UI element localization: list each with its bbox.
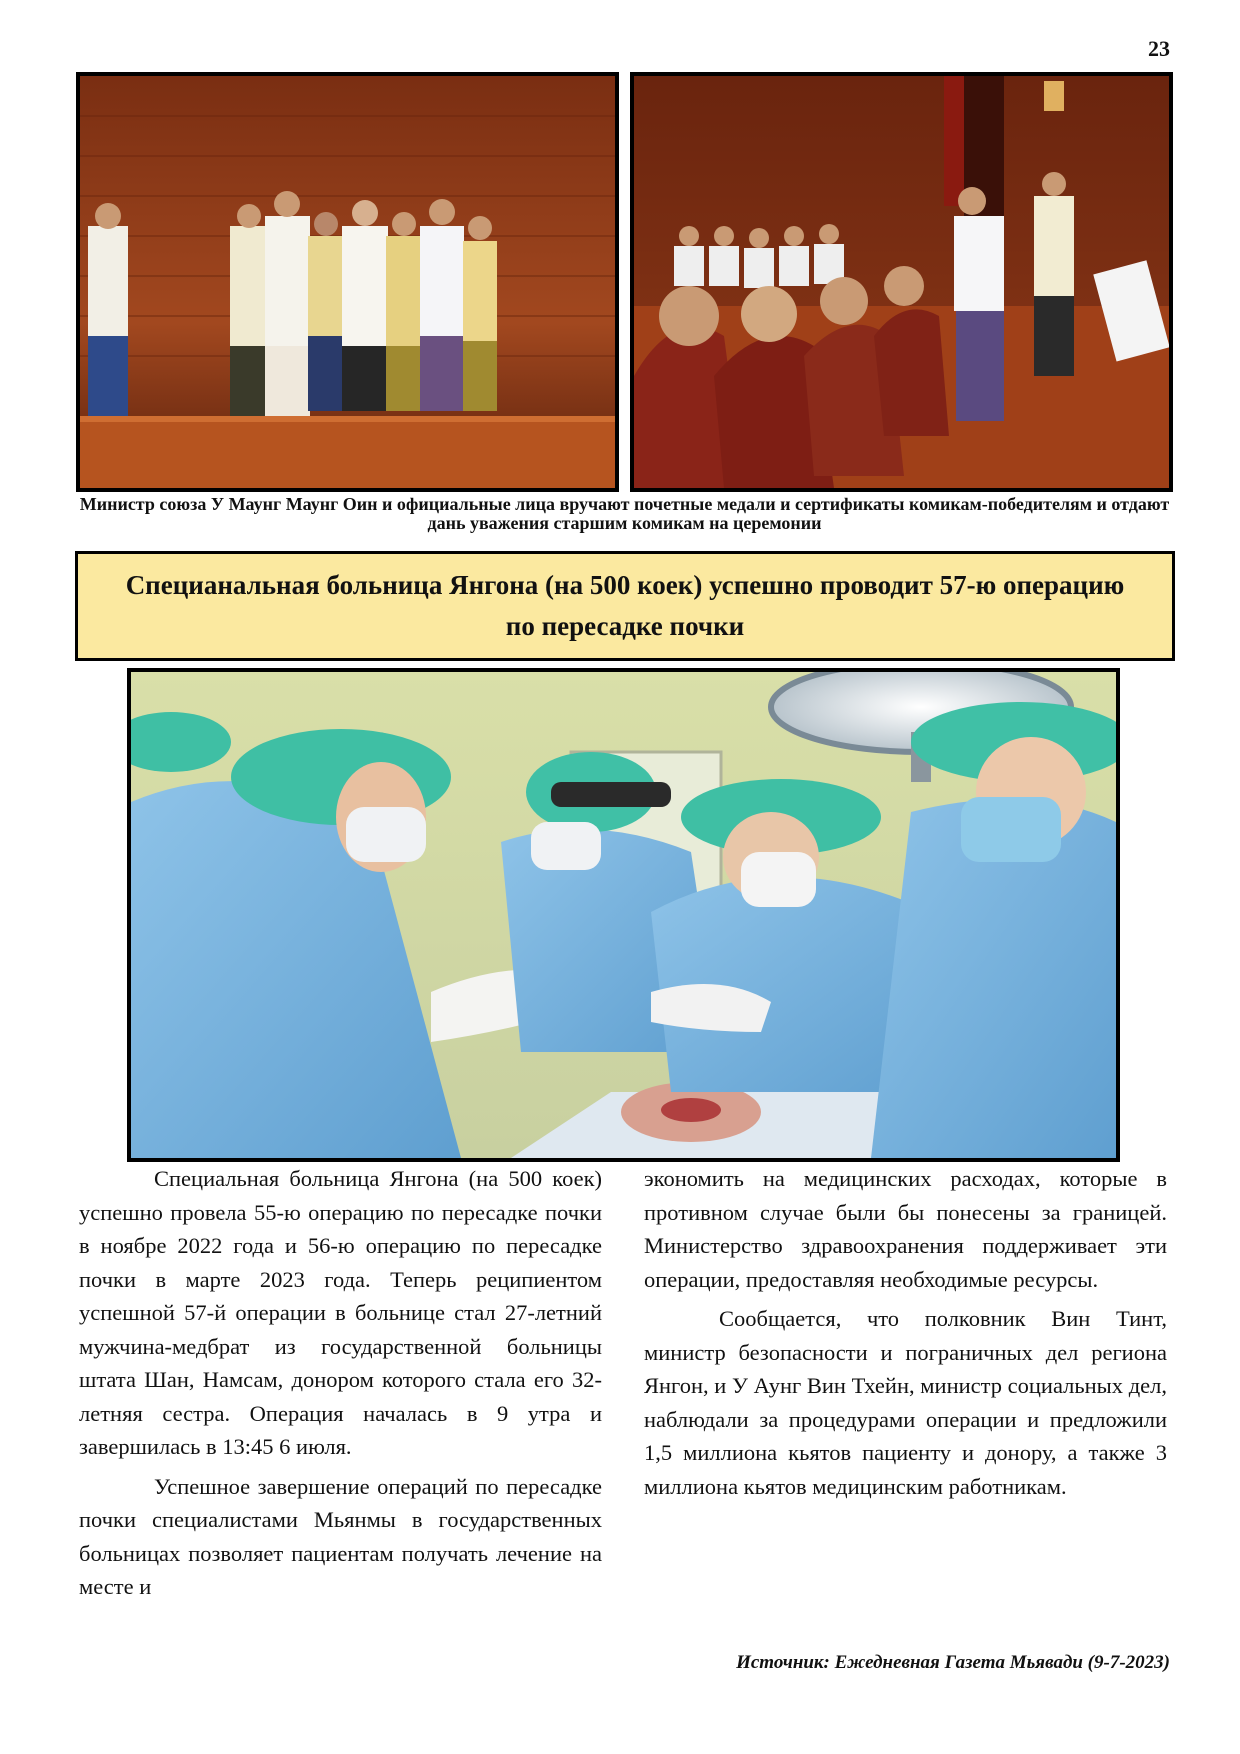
ceremony-photo-monks bbox=[630, 72, 1173, 492]
page-number: 23 bbox=[1148, 36, 1170, 61]
photo-caption: Министр союза У Маунг Маунг Оин и официальные лица вручают почетные медали и сертификаты комикам-победителям и отдают дань уважения старшим комикам на церемонии bbox=[79, 494, 1170, 533]
article-headline: Специанальная больница Янгона (на 500 коек) успешно проводит 57-ю операцию по пересадке почки bbox=[75, 551, 1175, 661]
article-column-right bbox=[644, 1162, 1167, 1503]
paragraph: Успешное завершение операций по пересадке почки специалистами Мьянмы в государственных больницах позволяет пациентам получать лечение на месте и bbox=[79, 1473, 602, 1599]
surgery-photo bbox=[127, 668, 1120, 1162]
ceremony-photo-stage bbox=[76, 72, 619, 492]
paragraph: Специальная больница Янгона (на 500 коек) успешно провела 55-ю операцию по пересадке почки в ноябре 2022 года и 56-ю операцию по пересадке почки в марте 2023 года. Теперь реципиентом успешной 57-й операции в больнице стал 27-летний мужчина-медбрат из государственной больницы штата Шан, Намсам, донором которого стала его 32-летняя сестра. Операция началась в 9 утра и завершилась в 13:45 6 июля. bbox=[79, 1166, 602, 1459]
article-source: Источник: Ежедневная Газета Мьявади (9-7-2023) bbox=[736, 1652, 1170, 1673]
paragraph: экономить на медицинских расходах, которые в противном случае были бы понесены за границей. Министерство здравоохранения поддерживает эти операции, предоставляя необходимые ресурсы. bbox=[644, 1166, 1167, 1292]
article-column-left bbox=[79, 1162, 602, 1604]
paragraph: Сообщается, что полковник Вин Тинт, министр безопасности и пограничных дел региона Янгон, и У Аунг Вин Тхейн, министр социальных дел, наблюдали за процедурами операции и предложили 1,5 миллиона кьятов пациенту и донору, а также 3 миллиона кьятов медицинским работникам. bbox=[644, 1306, 1167, 1499]
